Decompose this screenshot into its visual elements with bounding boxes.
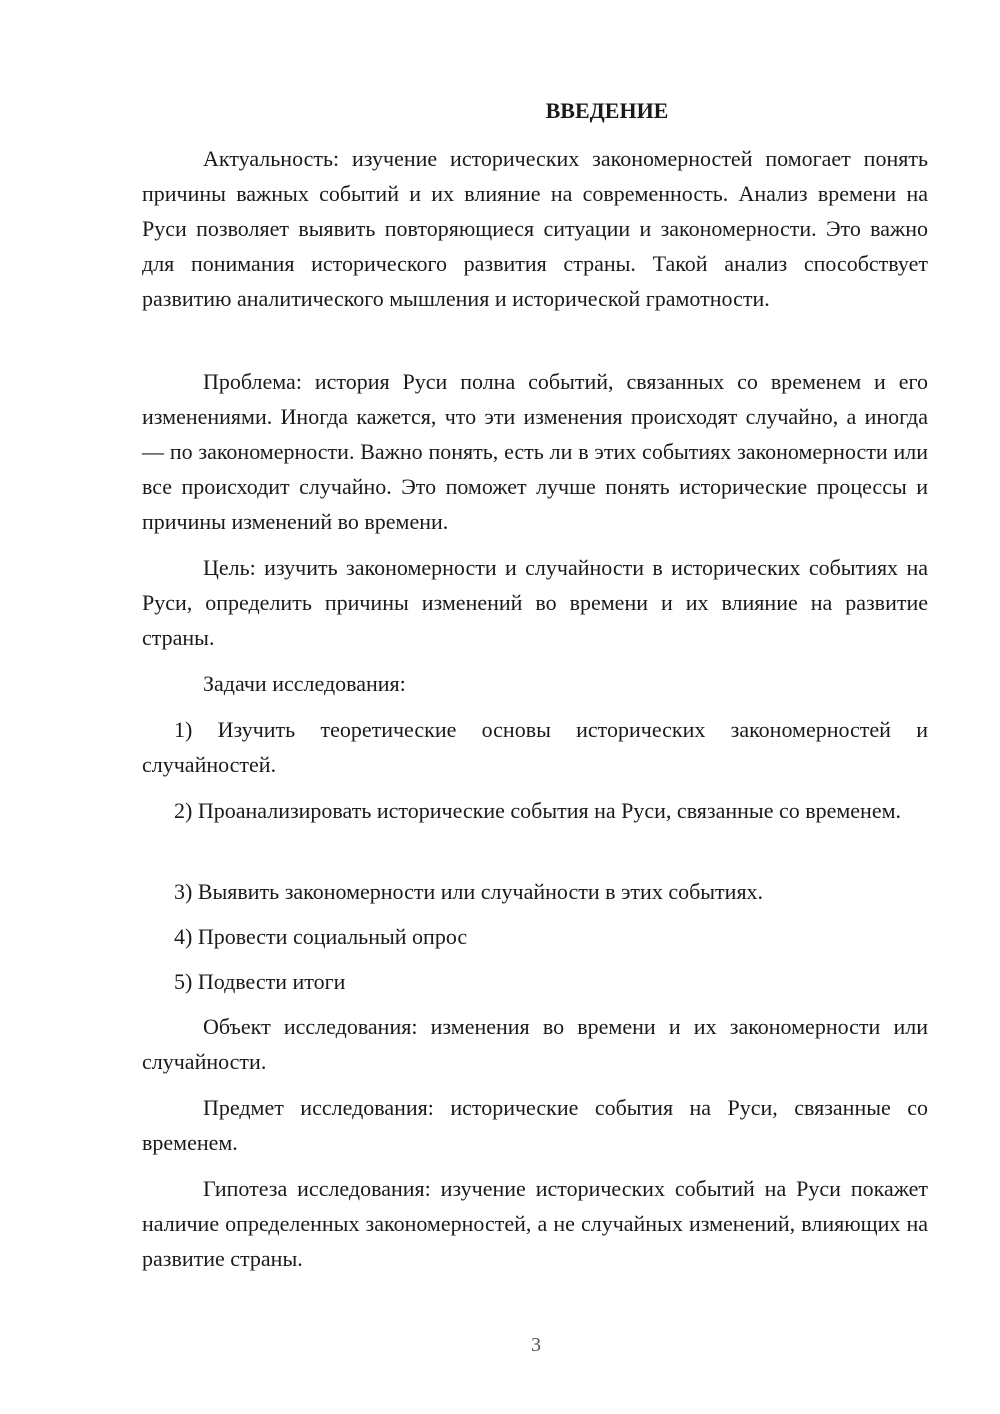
- paragraph-subject: Предмет исследования: исторические события на Руси, связанные со временем.: [142, 1095, 928, 1155]
- task-item-4: 4) Провести социальный опрос: [174, 924, 468, 949]
- tasks-heading: Задачи исследования:: [203, 671, 406, 696]
- task-item-5: 5) Подвести итоги: [174, 969, 346, 994]
- paragraph-goal: Цель: изучить закономерности и случайности в исторических событиях на Руси, определить причины изменений во времени и их влияние на развитие страны.: [142, 555, 928, 650]
- paragraph-hypothesis: Гипотеза исследования: изучение исторических событий на Руси покажет наличие определенных закономерностей, а не случайных изменений, влияющих на развитие страны.: [142, 1176, 928, 1271]
- task-item-2: 2) Проанализировать исторические события на Руси, связанные со временем.: [174, 798, 902, 823]
- paragraph-problem: Проблема: история Руси полна событий, связанных со временем и его изменениями. Иногда кажется, что эти изменения происходят случайно, а иногда — по закономерности. Важно понять, есть ли в этих событиях закономерности или все происходит случайно. Это поможет лучше понять исторические процессы и причины изменений во времени.: [142, 369, 928, 534]
- task-item-1: 1) Изучить теоретические основы исторических закономерностей и случайностей.: [142, 717, 928, 777]
- page-number: 3: [531, 1334, 541, 1356]
- paragraph-object: Объект исследования: изменения во времени и их закономерности или случайности.: [142, 1014, 928, 1074]
- task-item-3: 3) Выявить закономерности или случайности в этих событиях.: [174, 879, 764, 904]
- page-title-text: ВВЕДЕНИЕ: [545, 98, 669, 123]
- paragraph-relevance: Актуальность: изучение исторических закономерностей помогает понять причины важных событий и их влияние на современность. Анализ времени на Руси позволяет выявить повторяющиеся ситуации и закономерности. Это важно для понимания исторического развития страны. Такой анализ способствует развитию аналитического мышления и исторической грамотности.: [142, 146, 928, 311]
- page-title: [72, 96, 1000, 126]
